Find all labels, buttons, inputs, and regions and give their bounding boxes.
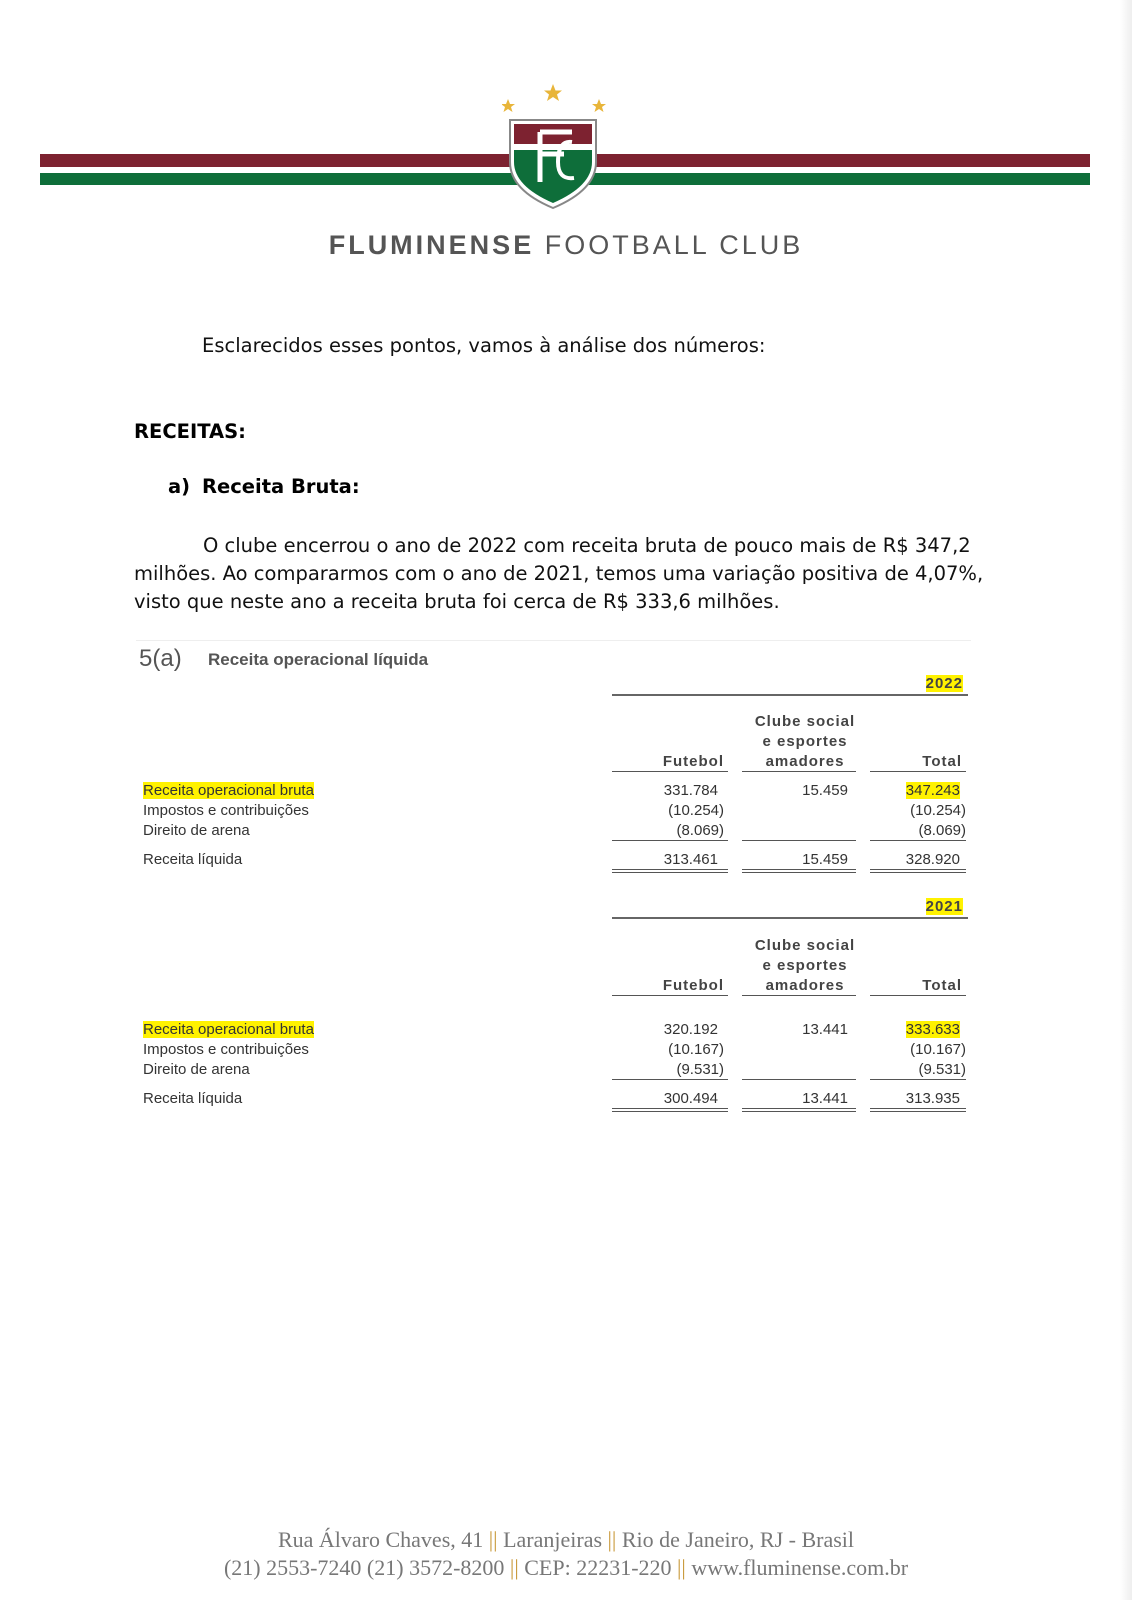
year-rule xyxy=(612,917,968,919)
row-label: Receita líquida xyxy=(143,1090,243,1107)
col-header-total: Total xyxy=(922,977,962,994)
cell-total: (9.531) xyxy=(918,1061,966,1078)
club-name-rest: FOOTBALL CLUB xyxy=(544,230,804,260)
cell-futebol: 300.494 xyxy=(663,1090,718,1107)
col-header-clube-l2: e esportes xyxy=(762,733,848,750)
col-rule xyxy=(742,771,856,772)
subtotal-rule xyxy=(870,1079,966,1080)
subsection-title: Receita Bruta: xyxy=(202,475,360,498)
club-crest-logo xyxy=(502,82,612,212)
total-double-rule xyxy=(742,869,856,873)
row-label: Impostos e contribuições xyxy=(143,802,309,819)
table-year-2021: 2021 xyxy=(925,898,963,915)
cell-futebol: 331.784 xyxy=(663,782,718,799)
table-year-2022: 2022 xyxy=(925,675,963,692)
cell-futebol: (9.531) xyxy=(676,1061,724,1078)
club-name xyxy=(0,230,1132,261)
footer-contact xyxy=(0,1555,1132,1581)
row-label: Direito de arena xyxy=(143,1061,250,1078)
footer-separator: || xyxy=(509,1555,519,1580)
footer-separator: || xyxy=(607,1527,617,1552)
col-header-clube-l1: Clube social xyxy=(754,713,856,730)
subtotal-rule xyxy=(612,1079,728,1080)
cell-futebol: 313.461 xyxy=(663,851,718,868)
note-number: 5(a) xyxy=(139,645,182,672)
row-label: Direito de arena xyxy=(143,822,250,839)
cell-total: 313.935 xyxy=(905,1090,960,1107)
cell-total: 347.243 xyxy=(905,782,960,799)
col-rule xyxy=(870,995,966,996)
cell-futebol: (10.167) xyxy=(668,1041,724,1058)
subtotal-rule xyxy=(742,1079,856,1080)
col-header-clube-l2: e esportes xyxy=(762,957,848,974)
total-double-rule xyxy=(612,869,728,873)
cell-futebol: 320.192 xyxy=(663,1021,718,1038)
footer-separator: || xyxy=(488,1527,498,1552)
col-header-clube-l3: amadores xyxy=(765,753,845,770)
footer-neighborhood: Laranjeiras xyxy=(503,1527,603,1552)
row-label: Receita líquida xyxy=(143,851,243,868)
note-title: Receita operacional líquida xyxy=(208,650,429,669)
footer-separator: || xyxy=(677,1555,686,1580)
cell-futebol: (10.254) xyxy=(668,802,724,819)
figure-top-rule xyxy=(136,640,971,641)
row-label: Receita operacional bruta xyxy=(143,1021,314,1038)
cell-clube: 15.459 xyxy=(802,782,848,799)
col-header-futebol: Futebol xyxy=(662,753,724,770)
section-title: RECEITAS: xyxy=(134,420,246,443)
footer-cep: CEP: 22231-220 xyxy=(524,1555,672,1580)
cell-clube: 13.441 xyxy=(802,1090,848,1107)
cell-total: (10.254) xyxy=(910,802,966,819)
cell-total: (8.069) xyxy=(918,822,966,839)
col-rule xyxy=(612,771,728,772)
footer-city: Rio de Janeiro, RJ - Brasil xyxy=(621,1527,855,1552)
subtotal-rule xyxy=(742,840,856,841)
star-icon xyxy=(592,99,606,112)
col-header-futebol: Futebol xyxy=(662,977,724,994)
col-rule xyxy=(870,771,966,772)
star-icon xyxy=(502,99,515,112)
subsection-heading xyxy=(168,475,360,498)
body-paragraph xyxy=(134,532,1014,616)
col-header-clube-l3: amadores xyxy=(765,977,845,994)
total-double-rule xyxy=(612,1108,728,1112)
subtotal-rule xyxy=(870,840,966,841)
subsection-letter: a) xyxy=(168,475,191,498)
total-double-rule xyxy=(870,1108,966,1112)
cell-total: 333.633 xyxy=(905,1021,960,1038)
intro-text: Esclarecidos esses pontos, vamos à análise dos números: xyxy=(202,334,766,357)
row-label: Impostos e contribuições xyxy=(143,1041,309,1058)
cell-clube: 15.459 xyxy=(802,851,848,868)
cell-total: (10.167) xyxy=(910,1041,966,1058)
paragraph-text: O clube encerrou o ano de 2022 com receita bruta de pouco mais de R$ 347,2 milhões. Ao compararmos com o ano de 2021, temos uma variação positiva de 4,07%, visto que neste ano a receita bruta foi cerca de R$ 333,6 milhões. xyxy=(134,534,984,613)
total-double-rule xyxy=(870,869,966,873)
subtotal-rule xyxy=(612,840,728,841)
footer-address xyxy=(0,1527,1132,1553)
cell-total: 328.920 xyxy=(905,851,960,868)
row-label: Receita operacional bruta xyxy=(143,782,314,799)
total-double-rule xyxy=(742,1108,856,1112)
col-header-clube-l1: Clube social xyxy=(754,937,856,954)
col-rule xyxy=(612,995,728,996)
star-icon xyxy=(544,84,562,101)
footer-phones: (21) 2553-7240 (21) 3572-8200 xyxy=(223,1555,505,1580)
col-rule xyxy=(742,995,856,996)
year-rule xyxy=(612,694,968,696)
col-header-total: Total xyxy=(922,753,962,770)
footer-street: Rua Álvaro Chaves, 41 xyxy=(277,1527,484,1552)
club-name-bold: FLUMINENSE xyxy=(328,230,535,260)
cell-futebol: (8.069) xyxy=(676,822,724,839)
footer-website[interactable]: www.fluminense.com.br xyxy=(691,1555,909,1580)
cell-clube: 13.441 xyxy=(802,1021,848,1038)
